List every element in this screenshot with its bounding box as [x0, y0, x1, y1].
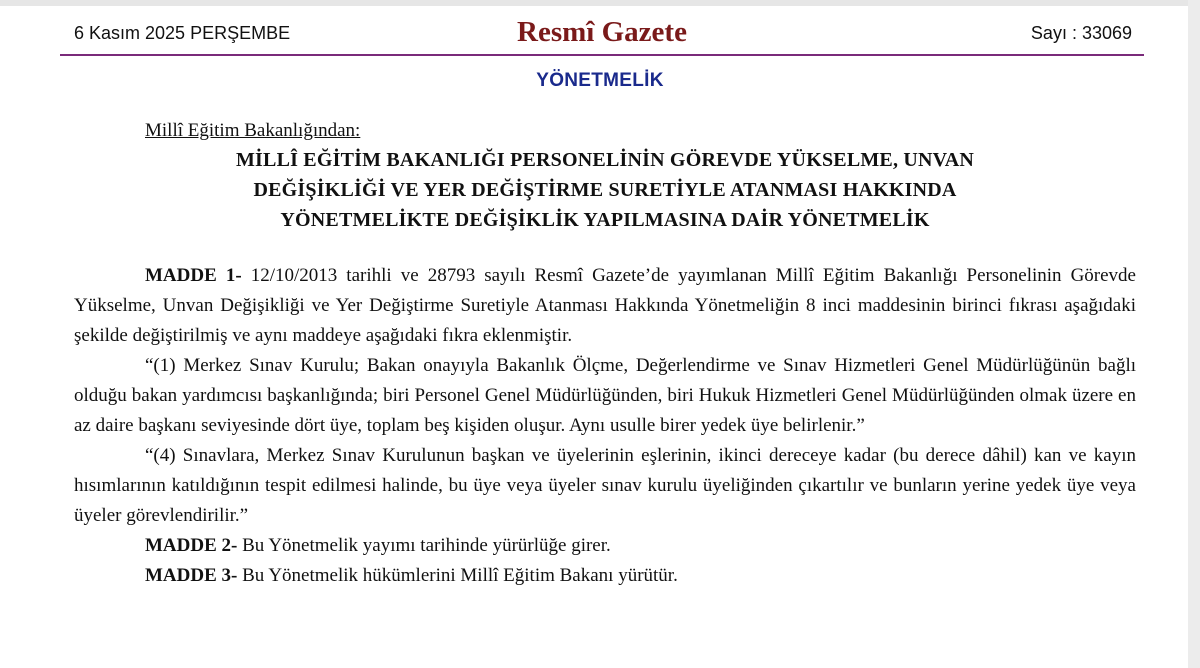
regulation-title-line: MİLLÎ EĞİTİM BAKANLIĞI PERSONELİNİN GÖREVDE YÜKSELME, UNVAN	[235, 149, 975, 171]
article-1-label: MADDE 1-	[145, 265, 242, 286]
clause-1: “(1) Merkez Sınav Kurulu; Bakan onayıyla Bakanlık Ölçme, Değerlendirme ve Sınav Hizmetleri Genel Müdürlüğünün bağlı olduğu bakan yardımcısı başkanlığında; biri Personel Genel Müdürlüğünden, biri Hukuk Hizmetleri Genel Müdürlüğünden olmak üzere en az daire başkanı seviyesinde dört üye, toplam beş kişiden oluşur. Aynı usulle birer yedek üye belirlenir.”	[74, 355, 1136, 436]
articles	[74, 261, 1136, 591]
article-2	[74, 531, 1136, 561]
page-right-edge	[1188, 0, 1200, 668]
article-3	[74, 561, 1136, 591]
regulation-title-line: YÖNETMELİKTE DEĞİŞİKLİK YAPILMASINA DAİR YÖNETMELİK	[280, 209, 930, 231]
publication-date: 6 Kasım 2025 PERŞEMBE	[74, 23, 291, 43]
article-2-label: MADDE 2-	[145, 535, 238, 556]
issue-number: Sayı : 33069	[1030, 23, 1132, 43]
section-title: YÖNETMELİK	[536, 70, 664, 91]
article-1-text: 12/10/2013 tarihli ve 28793 sayılı Resmî Gazete’de yayımlanan Millî Eğitim Bakanlığı Personelinin Görevde Yükselme, Unvan Değişikliği ve Yer Değiştirme Suretiyle Atanması Hakkında Yönetmeliğin 8 inci maddesinin birinci fıkrası aşağıdaki şekilde değiştirilmiş ve aynı maddeye aşağıdaki fıkra eklenmiştir.	[74, 265, 1136, 346]
gazette-header	[60, 14, 1144, 54]
regulation-title	[74, 145, 1136, 235]
issuing-authority: Millî Eğitim Bakanlığından:	[145, 120, 361, 141]
clause-4: “(4) Sınavlara, Merkez Sınav Kurulunun başkan ve üyelerinin eşlerinin, ikinci dereceye kadar (bu derece dâhil) kan ve kayın hısımlarının katıldığının tespit edilmesi halinde, bu üye veya üyeler sınav kurulu üyeliğinden çıkartılır ve bunların yerine yedek üye veya üyeler görevlendirilir.”	[74, 445, 1136, 526]
regulation-title-line: DEĞİŞİKLİĞİ VE YER DEĞİŞTİRME SURETİYLE ATANMASI HAKKINDA	[253, 179, 957, 201]
article-3-label: MADDE 3-	[145, 565, 238, 586]
article-2-text: Bu Yönetmelik yayımı tarihinde yürürlüğe girer.	[237, 535, 611, 556]
header-divider	[60, 54, 1144, 56]
document-body	[74, 118, 1136, 591]
article-1	[74, 261, 1136, 351]
article-3-text: Bu Yönetmelik hükümlerini Millî Eğitim Bakanı yürütür.	[237, 565, 678, 586]
gazette-title: Resmî Gazete	[517, 16, 687, 48]
page-top-edge	[0, 0, 1200, 6]
